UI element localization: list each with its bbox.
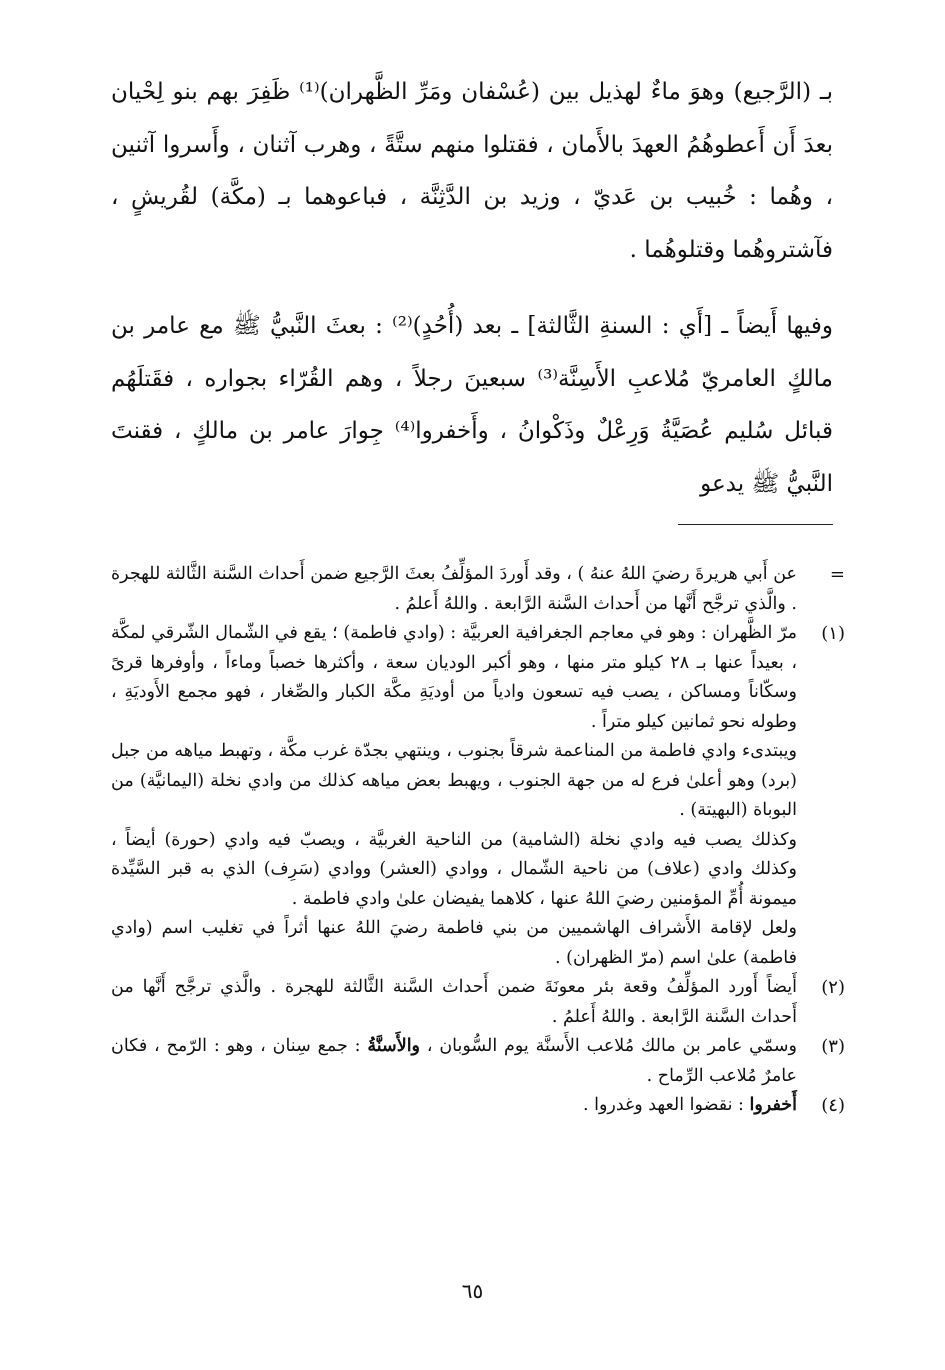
footnote-1-paragraph-3: وكذلك يصب فيه وادي نخلة (الشامية) من الناحية الغربيَّة ، ويصبّ فيه وادي (حورة) أيضاً ، وكذلك وادي (علاف) من ناحية الشّمال ، ووادي (العشر) ووادي (سَرِف) الذي به قبر السَّيِّدة ميمونة أُمِّ المؤمنين رضيَ اللهُ عنها ، كلاهما يفيضان علىٰ وادي فاطمة . <box>111 829 797 909</box>
footnote-3-text-before: وسمّي عامر بن مالك مُلاعب الأَسنَّة يوم السُّوبان ، <box>420 1036 797 1056</box>
footnote-1-paragraph-2: ويبتدىء وادي فاطمة من المناعمة شرقاً بجنوب ، وينتهي بجدّة غرب مكَّة ، وتهبط مياهه من جبل (برد) وهو أعلىٰ فرع له من جهة الجنوب ، ويهبط بعض مياهه كذلك من وادي نخلة (اليمانيَّة) من البوباة (البهيتة) . <box>111 741 797 820</box>
footnote-4-body <box>111 1091 797 1121</box>
footnote-2-text: أَيضاً أَورد المؤلِّفُ وقعة بئر معونَةَ ضمن أَحداث السَّنة الثَّالثة للهجرة . والَّذي ترجَّح أَنَّها من أَحداث السَّنة الرَّابعة . واللهُ أَعلمُ . <box>111 977 797 1027</box>
footnote-1 <box>111 619 845 973</box>
main-text-block <box>111 66 833 510</box>
footnote-3 <box>111 1032 845 1091</box>
footnote-3-body <box>111 1032 797 1091</box>
footnote-1-paragraph-4: ولعل لإقامة الأَشراف الهاشميين من بني فاطمة رضيَ اللهُ عنها أثراً في تغليب اسم (وادي فاطمة) علىٰ اسم (مرّ الظهران) . <box>111 918 797 968</box>
footnote-3-term: والأَسنَّةُ <box>367 1036 421 1056</box>
footnote-continued-body <box>111 560 797 619</box>
footnote-1-marker: (١) <box>821 623 845 644</box>
footnote-4-term: أَخفروا <box>749 1095 797 1115</box>
footnote-2 <box>111 973 845 1032</box>
main-paragraph-2: وفيها أَيضاً ـ [أَي : السنةِ الثَّالثة] ـ بعد (أُحُدٍ)⁽²⁾ : بعثَ النَّبيُّ ﷺ مع عامر بن مالكٍ العامريّ مُلاعبِ الأَسِنَّة⁽³⁾ سبعينَ رجلاً ، وهم القُرّاء بجواره ، فقَتلَهُم قبائل سُليم عُصَيَّةُ وَرِعْلٌ وذَكْوانُ ، وأَخفروا⁽⁴⁾ جِوارَ عامر بن مالكٍ ، فقنتَ النَّبيُّ ﷺ يدعو <box>111 313 834 497</box>
footnote-3-text <box>111 1032 797 1091</box>
footnote-2-body <box>111 973 797 1032</box>
footnotes-section <box>111 560 845 1121</box>
footnote-1-body <box>111 619 797 973</box>
footnote-4-text-after: : نقضوا العهد وغدروا . <box>582 1095 750 1115</box>
footnote-3-marker: (٣) <box>821 1036 845 1057</box>
footnote-continued-marker: = <box>829 564 845 585</box>
footnote-4 <box>111 1091 845 1121</box>
footnote-4-text <box>111 1091 797 1121</box>
footnote-2-marker: (٢) <box>821 977 845 998</box>
footnote-4-marker: (٤) <box>821 1095 845 1116</box>
footnote-continued <box>111 560 845 619</box>
footnote-continued-text: عن أَبي هريرةَ رضيَ اللهُ عنهُ ) ، وقد أَوردَ المؤلِّفُ بعثَ الرَّجيع ضمن أَحداث السَّنة الثَّالثة للهجرة . والَّذي ترجَّح أَنَّها من أَحداث السَّنة الرَّابعة . واللهُ أَعلمُ . <box>111 564 797 614</box>
page-number: ٦٥ <box>461 1279 484 1303</box>
main-paragraph-1: بـ (الرَّجيع) وهوَ ماءٌ لهذيل بين (عُسْفان ومَرِّ الظَّهران)⁽¹⁾ ظَفِرَ بهم بنو لِحْيان بعدَ أَن أَعطوهُمُ العهدَ بالأَمان ، فقتلوا منهم ستَّةً ، وهرب آثنان ، وأَسروا آثنين ، وهُما : خُبيب بن عَديّ ، وزيد بن الدَّثِنَّة ، فباعوهما بـ (مكَّة) لقُريشٍ ، فآشتروهُما وقتلوهُما . <box>111 79 833 263</box>
footnote-1-paragraph-1: مرّ الظَّهران : وهو في معاجم الجغرافية العربيَّة : (وادي فاطمة) ؛ يقع في الشّمال الشّرقي لمكَّة ، بعيداً عنها بـ ٢٨ كيلو متر منها ، وهو أكبر الوديان سعة ، وأكثرها خصباً وماءاً ، وأوفرها قرىً وسكّاناً ومساكن ، يصب فيه تسعون وادياً من أوديَةِ مكَّة الكبار والصِّغار ، فهو مجمع الأَوديَةِ ، وطوله نحو ثمانين كيلو متراً . <box>111 623 797 732</box>
footnote-separator-line <box>678 524 833 525</box>
footnote-3-text-after: : جمع سِنان ، وهو : الرّمح ، فكان عامرٌ مُلاعب الرِّماح . <box>111 1036 797 1086</box>
